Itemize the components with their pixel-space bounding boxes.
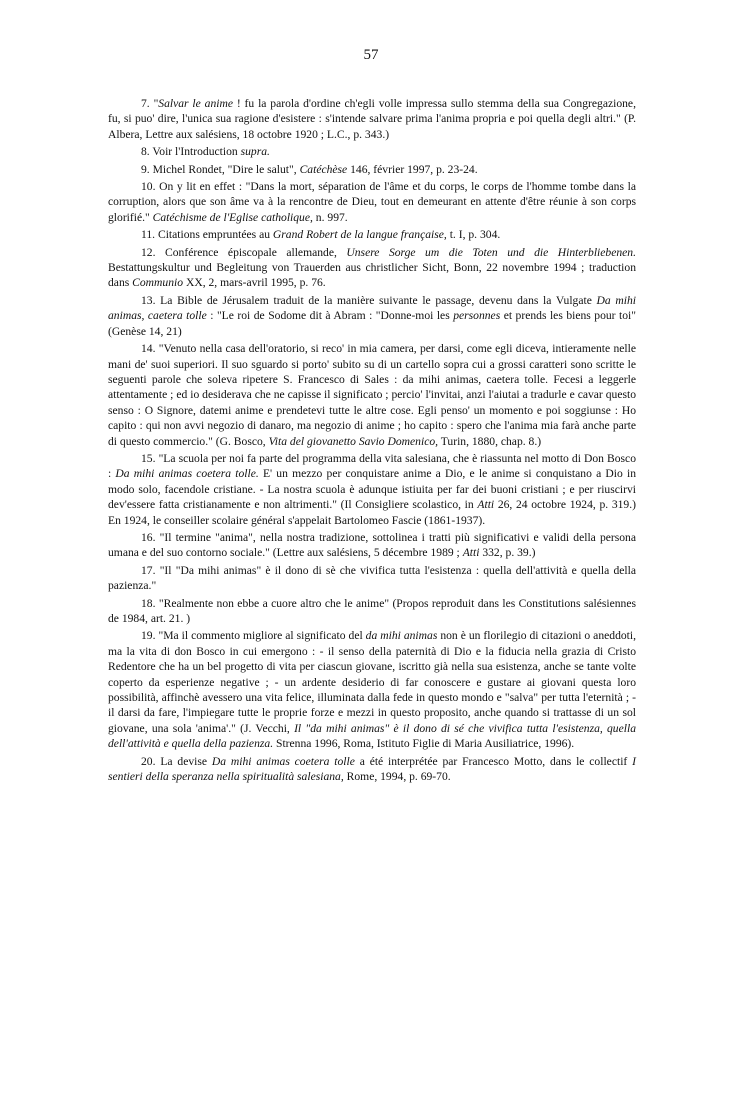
endnote-text: Turin, 1880, chap. 8.) <box>438 434 542 448</box>
page-number: 57 <box>363 47 379 63</box>
endnote-text: E' un mezzo per conquistare anime a Dio, e le anime si conquistano a Dio in modo solo, facendole cristiane. - La nostra scuola è adunque istiuita per far dei buoni cristiani ; e per riuscirvi dev'essere fatta cristianamente e non altrimenti." (Il Consigliere scolastico, in <box>108 467 637 512</box>
endnote-text: Citations empruntées au <box>157 228 273 242</box>
endnote-number: 18. <box>141 596 156 610</box>
endnote-text: La Bible de Jérusalem traduit de la manière suivante le passage, devenu dans la Vulgate <box>160 293 597 307</box>
endnote-text: Rome, 1994, p. 69-70. <box>343 770 451 784</box>
endnote-italic-text: Grand Robert de la langue française, <box>272 228 447 242</box>
endnote-italic-text: Da mihi animas coetera tolle. <box>115 467 259 481</box>
endnote-text: n. 997. <box>312 210 348 224</box>
endnote <box>108 754 636 785</box>
endnote <box>108 96 636 142</box>
endnote-italic-text: Catéchisme de l'Eglise catholique, <box>152 210 313 224</box>
endnote-italic-text: Communio <box>132 276 184 290</box>
endnote-text: et prends les biens pour toi" (Genèse 14, 21) <box>108 309 636 338</box>
endnote-number: 12. <box>141 245 156 259</box>
endnote-text: "La scuola per noi fa parte del programma della vita salesiana, che è riassunta nel motto di Don Bosco : <box>108 451 636 481</box>
endnote-text: ! fu la parola d'ordine ch'egli volle impressa sullo stemma della sua Congregazione, fu, si puo' dire, l'unica sua ragione d'esistere : s'intende salvare prima l'anima propria e poi quella degli altri." (P. Albera, Lettre aux salésiens, 18 octobre 1920 ; L.C., p. 343.) <box>108 97 636 141</box>
endnote-number: 10. <box>141 180 156 194</box>
endnote-number: 11. <box>141 228 156 242</box>
endnotes-list <box>108 96 636 786</box>
endnote <box>108 179 636 225</box>
endnote-italic-text: Il "da mihi animas" è il dono di sé che vivifica tutta l'esistenza, quella dell'attività e quella della pazienza. <box>108 721 636 751</box>
endnote-text: On y lit en effet : "Dans la mort, séparation de l'âme et du corps, le corps de l'homme tombe dans la corruption, alors que son âme va à la rencontre de Dieu, tout en demeurant en attente d'être réunie à son corps glorifié." <box>108 180 636 224</box>
endnote-italic-text: Atti <box>462 546 480 560</box>
endnote <box>108 245 636 291</box>
endnote <box>108 451 636 528</box>
endnote-number: 9. <box>141 162 150 176</box>
endnote <box>108 530 636 561</box>
endnote-text: "Realmente non ebbe a cuore altro che le anime" (Propos reproduit dans les Constitutions salésiennes de 1984, art. 21. ) <box>108 596 636 625</box>
endnote <box>108 563 636 594</box>
endnote-text: Strenna 1996, Roma, Istituto Figlie di Maria Ausiliatrice, 1996). <box>273 737 575 751</box>
endnote-number: 19. <box>141 629 156 643</box>
endnote-italic-text: Vita del giovanetto Savio Domenico, <box>268 434 439 448</box>
endnote-number: 14. <box>141 342 156 356</box>
endnote-italic-text: Atti <box>477 498 495 512</box>
endnote-text: Bestattungskultur und Begleitung von Trauerden aus christlicher Sicht, Bonn, 22 novembre 1994 ; traduction dans <box>108 261 636 290</box>
endnote-number: 20. <box>141 754 156 768</box>
endnote-text: 26, 24 octobre 1924, p. 319.) En 1924, le conseiller scolaire général s'appelait Bartolomeo Fascie (1861-1937). <box>108 498 636 527</box>
endnote-text: La devise <box>160 754 212 768</box>
endnote-text: " <box>153 97 159 110</box>
endnote-italic-text: Unsere Sorge um die Toten und die Hinterbliebenen. <box>346 245 636 259</box>
endnote-text: 332, p. 39.) <box>479 546 536 560</box>
endnote <box>108 293 636 339</box>
endnote-italic-text: Salvar le anime <box>158 97 233 110</box>
endnote-text: "Ma il commento migliore al significato del <box>158 629 366 643</box>
endnote-number: 8. <box>141 145 150 159</box>
endnote-italic-text: supra. <box>240 145 270 159</box>
endnote-italic-text: da mihi animas <box>365 629 438 643</box>
endnote-italic-text: I sentieri della speranza nella spiritualità salesiana, <box>108 754 636 784</box>
endnote-italic-text: personnes <box>453 309 501 323</box>
endnote <box>108 227 636 242</box>
endnote-text: "Il "Da mihi animas" è il dono di sè che vivifica tutta l'esistenza : quella dell'attività e quella della pazienza." <box>108 563 637 593</box>
endnote-text: : "Le roi de Sodome dit à Abram : "Donne-moi les <box>206 309 454 323</box>
endnote-text: "Il termine "anima", nella nostra tradizione, sottolinea i tratti più significativi e validi della persona umana e del suo contorno sociale." (Lettre aux salésiens, 5 décembre 1989 ; <box>108 530 636 560</box>
endnote-text: non è un florilegio di citazioni o aneddoti, ma la vita di don Bosco in cui emergono : - il senso della paternità di Dio e la fiducia nella grazia di Cristo Redentore che ha un bel progetto di vita per ciascun giovane, iscritto già nella sua esistenza, anche se tante volte coperto da esperienze negative ; - un ardente desiderio di far conoscere e gustare ai giovani questa loro possibilità, affinchè avessero una vita felice, illuminata dalla fede in questo mondo e "salva" per tutta l'eternità ; - il darsi da fare, l'impiegare tutte le proprie forze e mezzi in questo proposito, anche quando si trattasse di un sol giovane, una sola 'anima'." (J. Vecchi, <box>108 629 637 735</box>
endnote-text: Voir l'Introduction <box>152 145 241 159</box>
endnote-italic-text: Catéchèse <box>299 162 348 176</box>
endnote <box>108 596 636 627</box>
endnote-italic-text: Da mihi animas, caetera tolle <box>108 293 636 323</box>
endnote-text: t. I, p. 304. <box>446 228 501 242</box>
endnote-text: 146, février 1997, p. 23-24. <box>347 162 478 176</box>
endnote-text: XX, 2, mars-avril 1995, p. 76. <box>183 276 326 290</box>
endnote <box>108 162 636 177</box>
endnote <box>108 628 636 751</box>
endnote-number: 7. <box>141 97 150 110</box>
endnote-text: "Venuto nella casa dell'oratorio, si reco' in mia camera, per darsi, come egli diceva, intieramente nelle mani de' suoi superiori. Il suo sguardo si porto' subito su di un cartello sopra cui a grossi caratteri sono scritte le seguenti parole che soleva ripetere S. Francesco di Sales : da mihi animas, caetera tolle. Fecesi a leggerle attentamente ; ed io desiderava che ne capisse il significato ; percio' l'invitai, anzi l'aiutai a tradurle e cavar questo senso : O Signore, datemi anime e prendetevi tutte le altre cose. Egli penso' un momento e poi soggiunse : Ho capito : qui non avvi negozio di danaro, ma negozio di anime ; ho capito : spero che l'anima mia farà anche parte di questo commercio." (G. Bosco, <box>108 342 636 448</box>
endnote-number: 13. <box>141 293 156 307</box>
endnote-number: 17. <box>141 563 156 577</box>
endnote-italic-text: Da mihi animas coetera tolle <box>211 754 355 768</box>
endnote-text: Conférence épiscopale allemande, <box>165 245 347 259</box>
endnote <box>108 144 636 159</box>
endnote <box>108 341 636 449</box>
endnote-number: 16. <box>141 530 156 544</box>
endnote-text: a été interprétée par Francesco Motto, dans le collectif <box>354 754 633 768</box>
endnote-text: Michel Rondet, "Dire le salut", <box>152 162 300 176</box>
endnote-number: 15. <box>141 451 156 465</box>
